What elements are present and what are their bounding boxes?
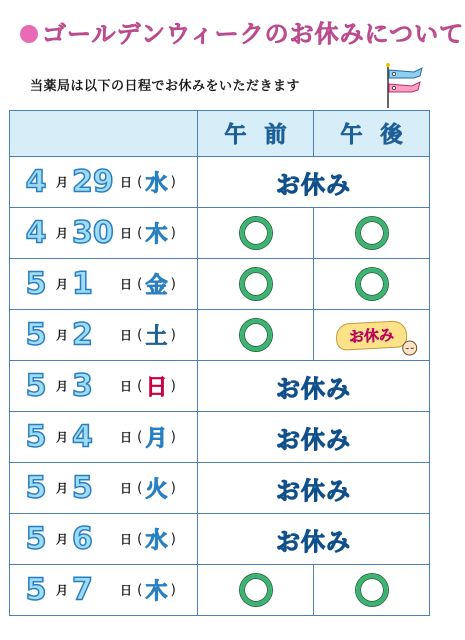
day-number: 3 xyxy=(72,368,93,403)
day-number: 5 xyxy=(72,470,93,505)
month-number: 5 xyxy=(25,470,47,505)
date-cell xyxy=(10,208,198,259)
month-number: 5 xyxy=(25,368,47,403)
date-cell xyxy=(10,310,198,361)
month-unit: 月 xyxy=(56,430,69,445)
month-unit: 月 xyxy=(56,481,69,496)
header-pm-cell xyxy=(314,111,430,157)
date-cell xyxy=(10,412,198,463)
page-title-text: ゴールデンウィークのお休みについて xyxy=(42,20,465,48)
day-number: 6 xyxy=(72,521,93,556)
day-number: 4 xyxy=(72,419,93,454)
closed-cell xyxy=(198,361,430,412)
table-row xyxy=(10,514,430,565)
table-row xyxy=(10,361,430,412)
day-unit: 日 xyxy=(120,175,133,190)
open-paren: ( xyxy=(137,429,143,445)
pm-cell xyxy=(314,565,430,616)
date-cell xyxy=(10,361,198,412)
date-label xyxy=(18,572,177,607)
closed-sign-label: お休み xyxy=(348,325,395,346)
pm-cell xyxy=(314,259,430,310)
am-cell xyxy=(198,565,314,616)
date-cell xyxy=(10,463,198,514)
open-paren: ( xyxy=(137,378,143,394)
closed-label: お休み xyxy=(276,374,351,403)
close-paren: ) xyxy=(170,531,176,547)
day-unit: 日 xyxy=(120,379,133,394)
circle-open-icon xyxy=(240,574,272,606)
carp-streamer-icon xyxy=(384,62,426,108)
weekday-label: 水 xyxy=(145,528,168,554)
weekday-label: 水 xyxy=(145,171,168,197)
closed-label: お休み xyxy=(276,527,351,556)
header-date-cell xyxy=(10,111,198,157)
day-unit: 日 xyxy=(120,430,133,445)
table-row xyxy=(10,412,430,463)
table-row xyxy=(10,259,430,310)
month-number: 4 xyxy=(25,215,47,250)
weekday-label: 金 xyxy=(145,273,168,299)
date-label xyxy=(18,368,177,403)
day-unit: 日 xyxy=(120,328,133,343)
month-unit: 月 xyxy=(56,583,69,598)
open-paren: ( xyxy=(137,327,143,343)
closed-label: お休み xyxy=(276,476,351,505)
date-label xyxy=(18,419,177,454)
am-cell xyxy=(198,259,314,310)
open-paren: ( xyxy=(137,531,143,547)
date-label xyxy=(18,317,177,352)
date-label xyxy=(18,521,177,556)
close-paren: ) xyxy=(170,276,176,292)
date-label xyxy=(18,470,177,505)
month-unit: 月 xyxy=(56,328,69,343)
day-unit: 日 xyxy=(120,481,133,496)
close-paren: ) xyxy=(170,480,176,496)
open-paren: ( xyxy=(137,582,143,598)
header-am-label: 午前 xyxy=(224,123,305,148)
circle-open-icon xyxy=(356,574,388,606)
open-paren: ( xyxy=(137,276,143,292)
closed-cell xyxy=(198,412,430,463)
am-cell xyxy=(198,310,314,361)
day-unit: 日 xyxy=(120,583,133,598)
month-number: 5 xyxy=(25,521,47,556)
closed-label: お休み xyxy=(276,170,351,199)
table-row xyxy=(10,565,430,616)
circle-open-icon xyxy=(356,217,388,249)
table-row xyxy=(10,208,430,259)
circle-open-icon xyxy=(240,319,272,351)
date-cell xyxy=(10,259,198,310)
weekday-label: 木 xyxy=(145,579,168,605)
month-number: 5 xyxy=(25,419,47,454)
closed-sign xyxy=(335,320,407,351)
date-label xyxy=(18,215,177,250)
day-number: 29 xyxy=(72,164,114,199)
month-number: 5 xyxy=(25,266,47,301)
weekday-label: 火 xyxy=(145,477,168,503)
table-row xyxy=(10,157,430,208)
circle-open-icon xyxy=(356,268,388,300)
closed-label: お休み xyxy=(276,425,351,454)
schedule-table xyxy=(9,110,430,616)
table-row xyxy=(10,310,430,361)
month-unit: 月 xyxy=(56,379,69,394)
close-paren: ) xyxy=(170,174,176,190)
header-pm-label: 午後 xyxy=(340,123,421,148)
closed-cell xyxy=(198,514,430,565)
date-label xyxy=(18,164,177,199)
day-number: 1 xyxy=(72,266,93,301)
weekday-label: 月 xyxy=(145,426,168,452)
page-title xyxy=(20,14,464,49)
sleeping-face-icon xyxy=(400,339,419,356)
weekday-label: 土 xyxy=(145,324,168,350)
day-unit: 日 xyxy=(120,226,133,241)
table-row xyxy=(10,463,430,514)
month-number: 5 xyxy=(25,317,47,352)
close-paren: ) xyxy=(170,327,176,343)
month-unit: 月 xyxy=(56,277,69,292)
circle-open-icon xyxy=(240,268,272,300)
header-am-cell xyxy=(198,111,314,157)
open-paren: ( xyxy=(137,480,143,496)
day-number: 2 xyxy=(72,317,93,352)
date-cell xyxy=(10,565,198,616)
open-paren: ( xyxy=(137,225,143,241)
day-number: 7 xyxy=(72,572,93,607)
close-paren: ) xyxy=(170,378,176,394)
date-label xyxy=(18,266,177,301)
pm-cell xyxy=(314,310,430,361)
header-row xyxy=(10,111,430,157)
close-paren: ) xyxy=(170,225,176,241)
circle-open-icon xyxy=(240,217,272,249)
month-number: 5 xyxy=(25,572,47,607)
date-cell xyxy=(10,157,198,208)
close-paren: ) xyxy=(170,429,176,445)
weekday-label: 日 xyxy=(145,375,168,401)
month-unit: 月 xyxy=(56,226,69,241)
bullet-dot-icon xyxy=(20,25,38,43)
closed-cell xyxy=(198,157,430,208)
close-paren: ) xyxy=(170,582,176,598)
date-cell xyxy=(10,514,198,565)
pm-cell xyxy=(314,208,430,259)
month-unit: 月 xyxy=(56,175,69,190)
day-unit: 日 xyxy=(120,277,133,292)
am-cell xyxy=(198,208,314,259)
page-subtitle: 当薬局は以下の日程でお休みをいただきます xyxy=(30,79,301,94)
closed-cell xyxy=(198,463,430,514)
open-paren: ( xyxy=(137,174,143,190)
day-number: 30 xyxy=(72,215,114,250)
weekday-label: 木 xyxy=(145,222,168,248)
day-unit: 日 xyxy=(120,532,133,547)
month-number: 4 xyxy=(25,164,47,199)
month-unit: 月 xyxy=(56,532,69,547)
